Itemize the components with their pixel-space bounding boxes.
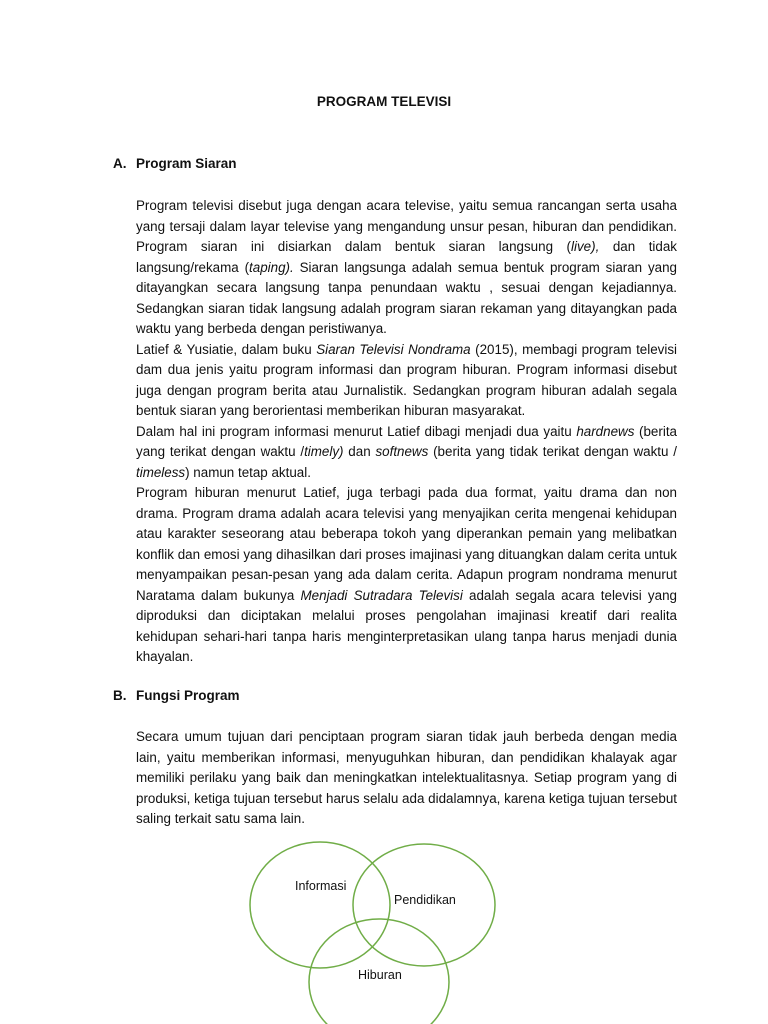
text-run: Latief & Yusiatie, dalam buku: [136, 341, 317, 357]
italic-run: Menjadi Sutradara Televisi: [300, 587, 463, 603]
text-run: Program hiburan menurut Latief, juga terbagi pada dua format, yaitu drama dan non drama. Program drama adalah acara televisi yang menyajikan cerita mengenai kehidupan atau karakter seseorang atau beberapa tokoh yang diperankan pemain yang melibatkan konflik dan emosi yang dihasilkan dari proses imajinasi yang dituangkan dalam cerita untuk menyampaikan pesan-pesan yang ada dalam cerita. Adapun program nondrama menurut Naratama dalam bukunya: [136, 485, 677, 603]
italic-run: timely): [304, 444, 344, 459]
italic-run: hardnews: [576, 423, 635, 439]
text-run: dan tidak langsung/rekama (: [136, 239, 677, 275]
text-run: adalah segala acara televisi yang diproduksi dan diciptakan melalui proses pengolahan imajinasi kreatif dari realita kehidupan sehari-hari tanpa haris menginterpretasikan ulang tanpa harus menjadi dunia khayalan.: [136, 587, 677, 664]
text-run: Program televisi disebut juga dengan acara televise, yaitu semua rancangan serta usaha yang tersaji dalam layar televise yang mengandung unsur pesan, hiburan dan pendidikan. Program siaran ini disiarkan dalam bentuk siaran langsung (: [136, 198, 677, 254]
section-b-title: Fungsi Program: [136, 688, 240, 703]
label-hiburan: Hiburan: [358, 968, 402, 982]
label-pendidikan: Pendidikan: [394, 893, 456, 907]
text-run: (2015), membagi program televisi dam dua jenis yaitu program informasi dan program hiburan. Program informasi disebut juga dengan program berita atau Jurnalistik. Sedangkan program hiburan adalah segala bentuk siaran yang berorientasi memberikan hiburan masyarakat.: [136, 341, 677, 418]
section-b-paragraph-1: Secara umum tujuan dari penciptaan program siaran tidak jauh berbeda dengan media lain, yaitu memberikan informasi, menyuguhkan hiburan, dan pendidikan khalayak agar memiliki perilaku yang baik dan meningkatkan intelektualitasnya. Setiap program yang di produksi, ketiga tujuan tersebut harus selalu ada didalamnya, karena ketiga tujuan tersebut saling terkait satu sama lain.: [136, 729, 677, 826]
section-a-letter: A.: [113, 156, 127, 171]
italic-run: softnews: [375, 444, 429, 459]
section-a-body: [136, 196, 677, 668]
section-b-body: [136, 727, 677, 830]
italic-run: timeless: [136, 464, 186, 480]
section-b-letter: B.: [113, 688, 127, 703]
page-title: PROGRAM TELEVISI: [316, 94, 452, 109]
text-run: (berita yang terikat dengan waktu /: [136, 423, 677, 459]
italic-run: Siaran Televisi Nondrama: [316, 341, 471, 357]
text-run: ) namun tetap aktual.: [185, 464, 311, 480]
section-a-title: Program Siaran: [136, 156, 237, 171]
italic-run: taping).: [249, 259, 294, 275]
text-run: dan: [343, 444, 376, 459]
venn-diagram: [240, 838, 510, 1024]
section-a-paragraph-2: [136, 340, 677, 422]
text-run: Siaran langsunga adalah semua bentuk program siaran yang ditayangkan secara langsung tanpa penundaan waktu , sesuai dengan kejadiannya. Sedangkan siaran tidak langsung adalah program siaran rekaman yang ditayangkan pada waktu yang berbeda dengan peristiwanya.: [136, 259, 678, 336]
label-informasi: Informasi: [295, 879, 347, 893]
section-a-heading: [113, 156, 237, 171]
italic-run: live),: [571, 239, 600, 254]
text-run: Dalam hal ini program informasi menurut Latief dibagi menjadi dua yaitu: [136, 423, 577, 439]
section-a-paragraph-3: [136, 422, 677, 484]
section-a-paragraph-1: [136, 196, 677, 340]
section-a-paragraph-4: [136, 483, 677, 668]
section-b-heading: [113, 688, 240, 703]
text-run: (berita yang tidak terikat dengan waktu /: [428, 444, 677, 459]
